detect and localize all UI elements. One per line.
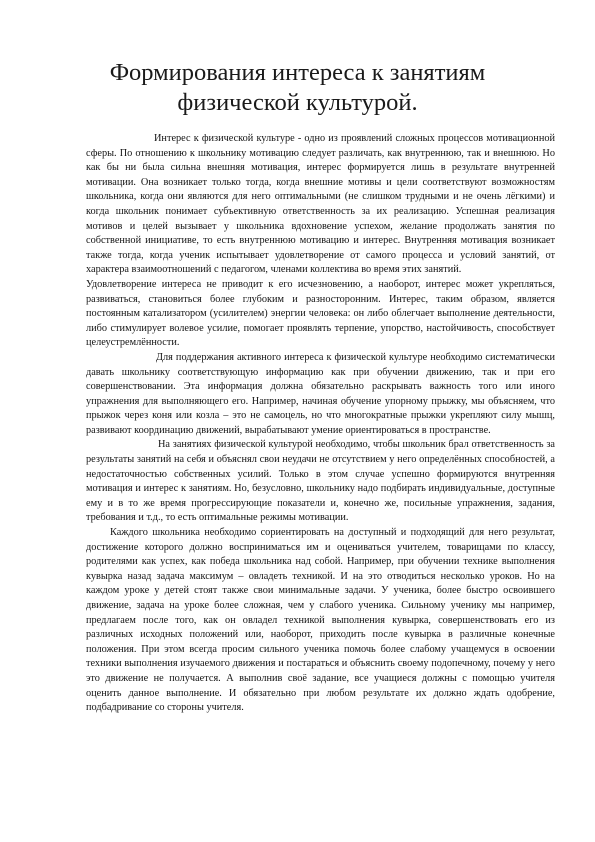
document-title bbox=[60, 58, 535, 118]
paragraph-3: Для поддержания активного интереса к физической культуре необходимо систематически давать школьнику соответствующую информацию как при обучении движению, так и при его совершенствовании. Эта информация должна обязательно раскрывать важность того или иного упражнения для выполняющего его. Например, начиная обучение упорному прыжку, мы объясняем, что прыжок через коня или козла – это не самоцель, но что многократные прыжки укрепляют силу мышц, развивают координацию движений, вырабатывают умение ориентироваться в пространстве. bbox=[86, 351, 555, 436]
paragraph-5: Каждого школьника необходимо сориентировать на доступный и подходящий для него результат, достижение которого должно восприниматься им и оцениваться учителем, товарищами по классу, родителями как успех, как победа школьника над собой. Например, при обучении технике выполнения кувырка назад задача максимум – овладеть техникой. И на это отводиться несколько уроков. Но на каждом уроке у детей стоят также свои минимальные задачи. У ученика, более быстро освоившего движение, задача на уроке более сложная, чем у слабого ученика. Сильному ученику мы например, предлагаем после того, как он овладел техникой выполнения кувырка, совершенствовать его из различных исходных положений или, наоборот, приходить после кувырка в различные конечные положения. При этом всегда просим сильного ученика помочь более слабому учащемуся в освоении техники выполнения изучаемого движения и постараться и объяснить своему подопечному, почему у него это движение не получается. А выполнив своё задание, все учащиеся должны с помощью учителя оценить данное выполнение. И обязательно при любом результате их должно ждать одобрение, подбадривание со стороны учителя. bbox=[86, 527, 555, 714]
paragraph-2: Удовлетворение интереса не приводит к его исчезновению, а наоборот, интерес может укрепляться, развиваться, становиться более глубоким и разносторонним. Интерес, таким образом, является постоянным катализатором (усилителем) энергии человека: он либо облегчает выполнение деятельности, либо стимулирует волевое усилие, помогает проявлять терпение, упорство, настойчивость, способствует целеустремлённости. bbox=[86, 278, 555, 349]
document-body bbox=[86, 132, 555, 716]
paragraph-4: На занятиях физической культурой необходимо, чтобы школьник брал ответственность за результаты занятий на себя и объяснял свои неудачи не отсутствием у него определённых способностей, а недостаточностью собственных усилий. Только в этом случае успешно формируются внутренняя мотивация и интерес к занятиям. Но, безусловно, школьнику надо подбирать индивидуальные, доступные ему и в то же время прогрессирующие показатели и, конечно же, посильные упражнения, задания, требования и т.д., то есть оптимальные режимы мотивации. bbox=[86, 439, 555, 524]
title-line-1: Формирования интереса к занятиям bbox=[109, 59, 486, 86]
paragraph-1: Интерес к физической культуре - одно из проявлений сложных процессов мотивационной сферы. По отношению к школьнику мотивацию следует различать, как внутреннюю, так и внешнюю. Но как бы ни была сильна внешняя мотивация, интерес формируется лишь в результате внутренней мотивации. Она возникает только тогда, когда внешние мотивы и цели соответствуют возможностям школьника, когда они являются для него оптимальными (не слишком трудными и не очень лёгкими) и когда школьник понимает субъективную ответственность за их реализацию. Успешная реализация мотивов и целей вызывает у школьника вдохновение успехом, желание продолжать занятия по собственной инициативе, то есть внутреннюю мотивацию и интерес. Внутренняя мотивация возникает также тогда, когда ученик испытывает удовлетворение от самого процесса и условий занятий, от характера взаимоотношений с педагогом, членами коллектива во время этих занятий. bbox=[86, 133, 555, 276]
title-line-2: физической культурой. bbox=[177, 89, 418, 116]
